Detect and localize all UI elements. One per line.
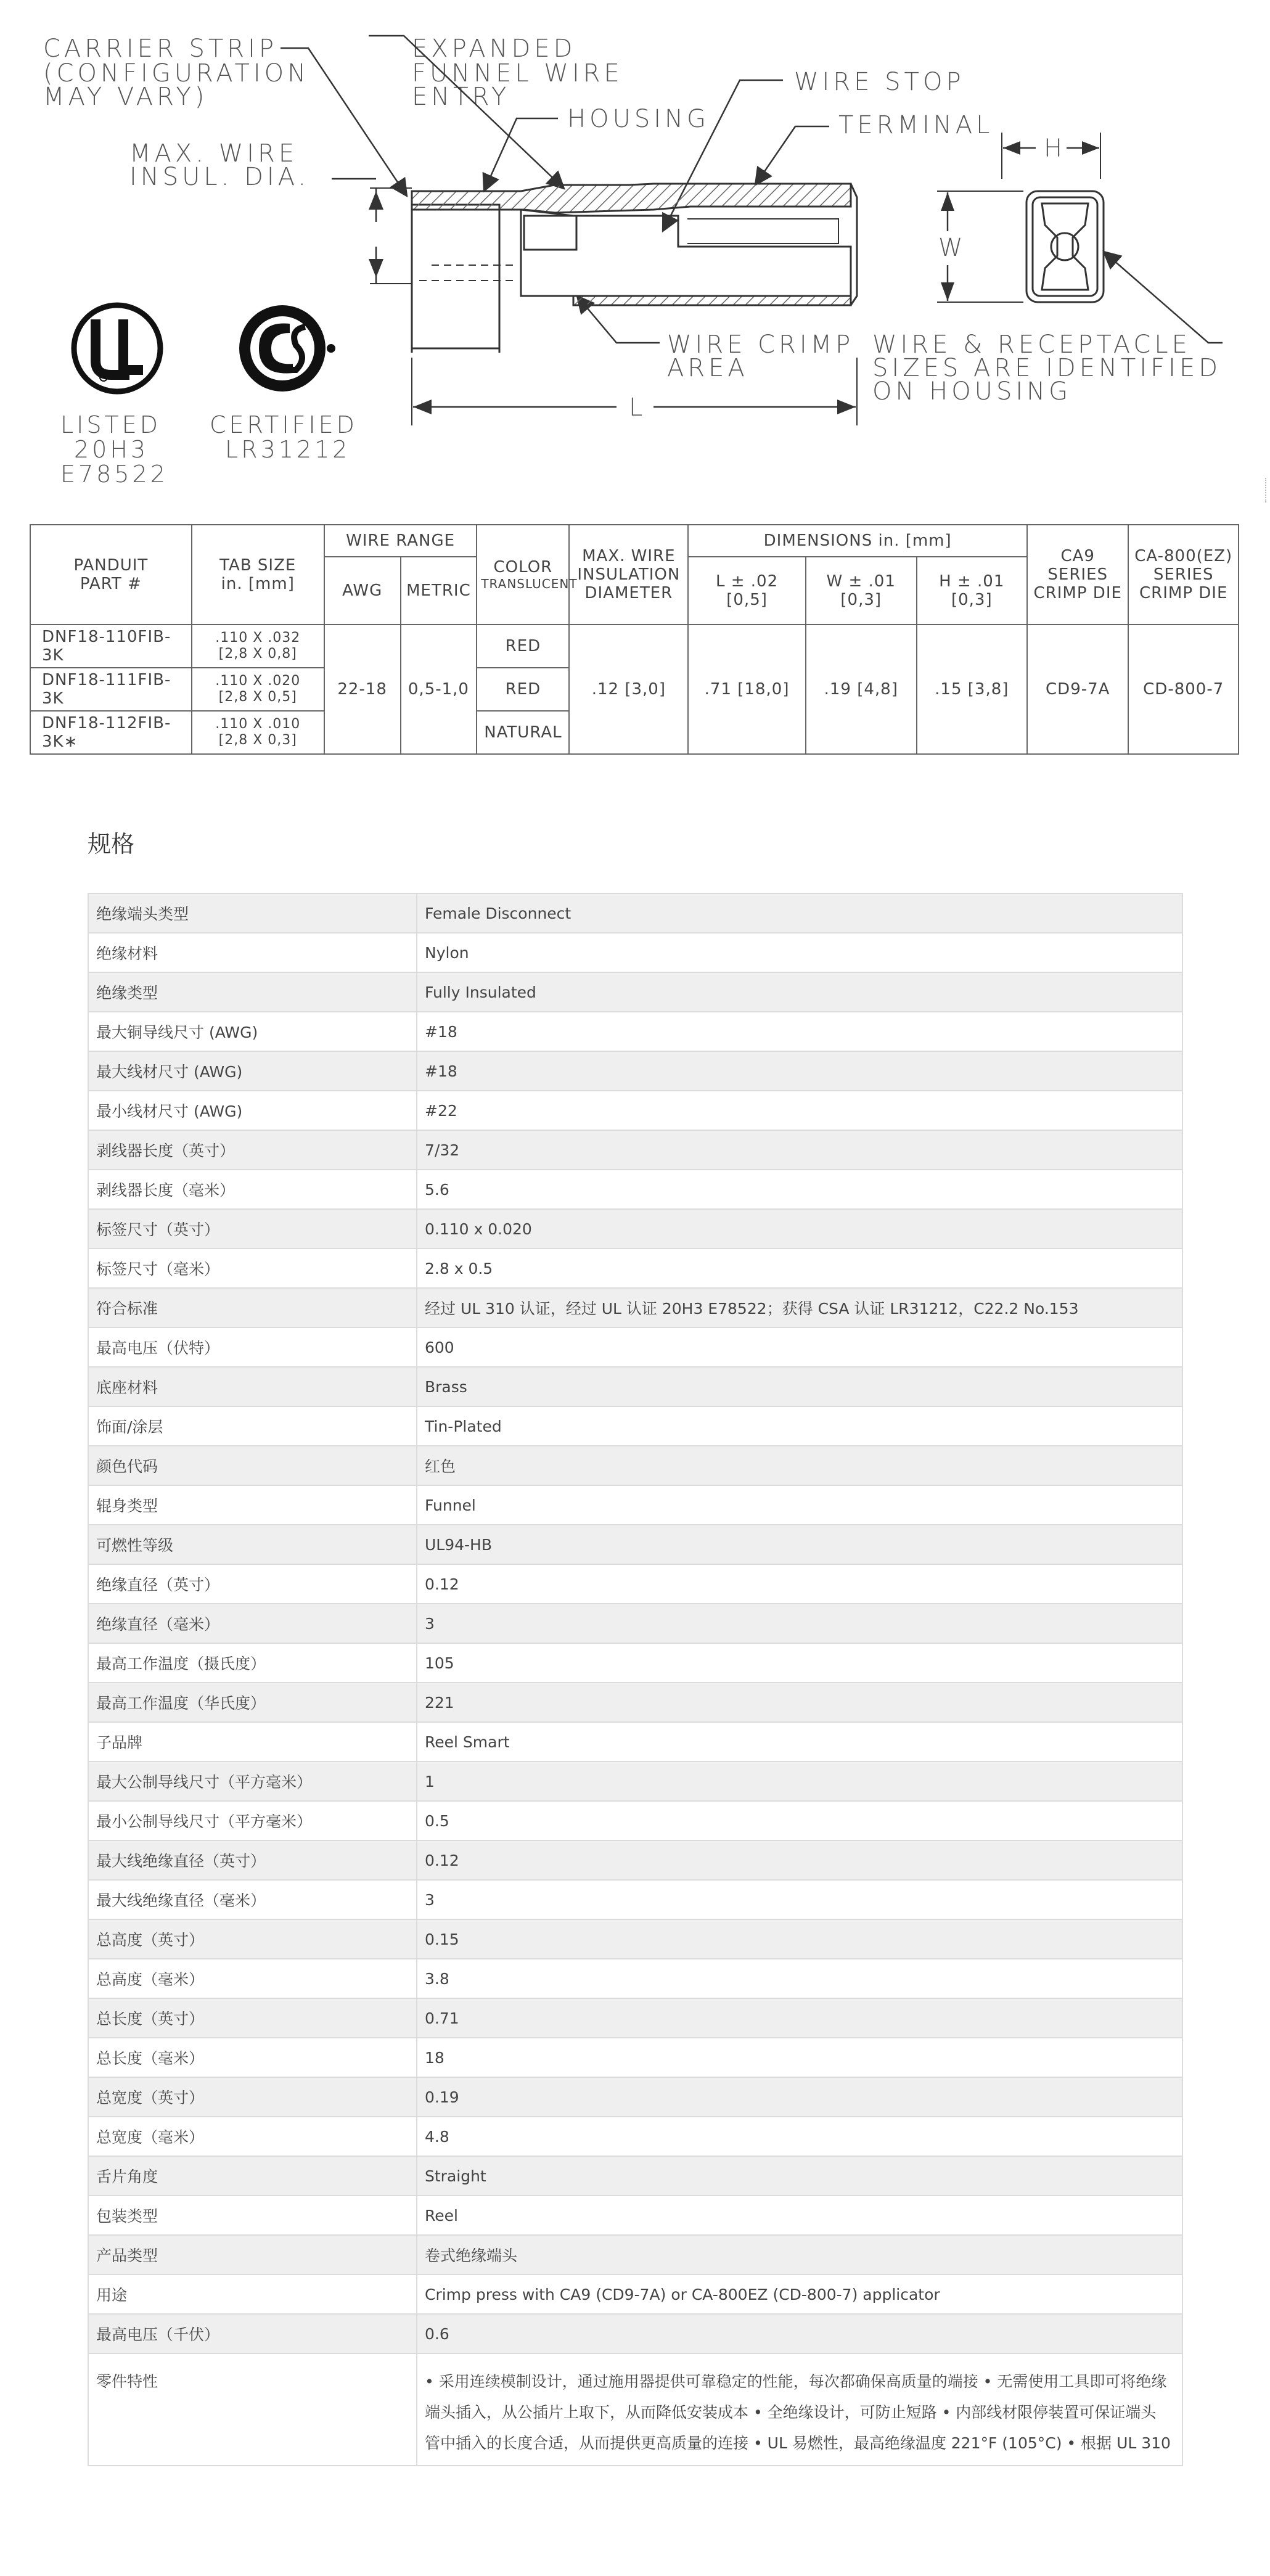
spec-value: 3 [417,1880,1182,1919]
spec-label: 辊身类型 [88,1485,417,1525]
svg-text:ON HOUSING: ON HOUSING [872,377,1072,406]
spec-value: Straight [417,2156,1182,2196]
spec-label: 可燃性等级 [88,1525,417,1564]
svg-text:(CONFIGURATION: (CONFIGURATION [43,59,310,88]
dimension-h [1002,133,1100,179]
spec-label: 绝缘直径（英寸） [88,1564,417,1604]
header-h-tolerance: H ± .01 [0,3] [917,557,1028,625]
svg-text:WIRE CRIMP: WIRE CRIMP [667,330,854,359]
part-number: DNF18-111FIB-3K [30,668,192,711]
callout-max-wire-insul [129,139,309,191]
callout-wire-stop: WIRE STOP [794,68,965,96]
spec-value: Crimp press with CA9 (CD9-7A) or CA-800EZ (CD-800-7) applicator [417,2275,1182,2314]
spec-row [88,1643,1182,1683]
spec-label: 颜色代码 [88,1446,417,1485]
spec-row [88,1919,1182,1959]
spec-label: 符合标准 [88,1288,417,1327]
spec-label: 最小公制导线尺寸（平方毫米） [88,1801,417,1840]
spec-value: Female Disconnect [417,893,1182,933]
specs-title: 规格 [88,831,135,858]
spec-value: #22 [417,1091,1182,1130]
ca800-die-value: CD-800-7 [1128,625,1239,754]
ca9-die-value: CD9-7A [1027,625,1128,754]
svg-text:MAX. WIRE: MAX. WIRE [129,139,298,168]
spec-label: 最小线材尺寸 (AWG) [88,1091,417,1130]
header-awg: AWG [324,557,401,625]
spec-label: 总宽度（英寸） [88,2077,417,2117]
terminal-end-view [1026,191,1104,302]
header-ca800: CA-800(EZ) SERIES CRIMP DIE [1128,525,1239,625]
spec-label: 最大公制导线尺寸（平方毫米） [88,1762,417,1801]
svg-text:LR31212: LR31212 [225,436,351,463]
spec-row [88,972,1182,1012]
features-line: 管中插入的长度合适，从而提供更高质量的连接 • UL 易燃性，最高绝缘温度 221°F (105°C) • 根据 UL 310 [425,2434,1171,2452]
spec-row [88,1722,1182,1762]
spec-label: 最高工作温度（华氏度） [88,1683,417,1722]
spec-row [88,1998,1182,2038]
ul-listed-mark [74,305,160,392]
spec-value: 红色 [417,1446,1182,1485]
spec-label: 总高度（英寸） [88,1919,417,1959]
spec-row [88,1091,1182,1130]
spec-value: 0.19 [417,2077,1182,2117]
header-metric: METRIC [401,557,477,625]
spec-row [88,2038,1182,2077]
h-value: .15 [3,8] [917,625,1028,754]
spec-row [88,2235,1182,2275]
spec-label: 总宽度（毫米） [88,2117,417,2156]
spec-value: 0.5 [417,1801,1182,1840]
dimensions-table [30,524,1239,755]
spec-row [88,2275,1182,2314]
svg-text:W: W [938,234,963,262]
spec-value: 0.12 [417,1564,1182,1604]
spec-value: 4.8 [417,2117,1182,2156]
svg-text:L: L [629,393,643,422]
csa-certified-mark [239,305,335,392]
tab-size: .110 X .010 [2,8 X 0,3] [192,711,324,754]
spec-label: 最大线绝缘直径（英寸） [88,1840,417,1880]
header-wire-range: WIRE RANGE [324,525,477,557]
spec-label: 绝缘直径（毫米） [88,1604,417,1643]
awg-value: 22-18 [324,625,401,754]
spec-row-features [88,2353,1182,2466]
spec-row [88,1959,1182,1998]
svg-text:ENTRY: ENTRY [412,83,510,111]
svg-text:AREA: AREA [667,354,748,382]
spec-row [88,1406,1182,1446]
spec-label: 最大铜导线尺寸 (AWG) [88,1012,417,1051]
spec-row [88,1801,1182,1840]
spec-value: #18 [417,1051,1182,1091]
spec-row [88,1051,1182,1091]
svg-text:CERTIFIED: CERTIFIED [210,411,358,438]
header-w-tolerance: W ± .01 [0,3] [806,557,917,625]
spec-row [88,1209,1182,1249]
spec-label: 标签尺寸（英寸） [88,1209,417,1249]
spec-row [88,1130,1182,1170]
features-line: • 采用连续模制设计，通过施用器提供可靠稳定的性能，每次都确保高质量的端接 • 无需使用工具即可将绝缘 [425,2373,1167,2390]
spec-value: 经过 UL 310 认证，经过 UL 认证 20H3 E78522；获得 CSA 认证 LR31212，C22.2 No.153 [417,1288,1182,1327]
svg-text:20H3: 20H3 [74,436,149,463]
spec-value: 5.6 [417,1170,1182,1209]
terminal-side-view [369,184,857,353]
specs-table [88,893,1183,2466]
spec-row [88,1840,1182,1880]
svg-text:FUNNEL WIRE: FUNNEL WIRE [412,59,623,88]
spec-row [88,1446,1182,1485]
callout-carrier-strip [43,35,309,111]
metric-value: 0,5-1,0 [401,625,477,754]
spec-value: 105 [417,1643,1182,1683]
spec-value: Fully Insulated [417,972,1182,1012]
spec-value: 7/32 [417,1130,1182,1170]
svg-text:WIRE & RECEPTACLE: WIRE & RECEPTACLE [872,330,1191,359]
w-value: .19 [4,8] [806,625,917,754]
spec-label: 包装类型 [88,2196,417,2235]
spec-row [88,1604,1182,1643]
spec-row [88,2117,1182,2156]
svg-text:E78522: E78522 [60,461,168,488]
spec-label: 标签尺寸（毫米） [88,1249,417,1288]
spec-value: 卷式绝缘端头 [417,2235,1182,2275]
spec-row [88,1367,1182,1406]
callout-terminal: TERMINAL [838,111,994,139]
spec-label: 最高电压（千伏） [88,2314,417,2353]
header-tab-size: TAB SIZE in. [mm] [192,525,324,625]
callout-wire-receptacle [872,330,1221,406]
spec-label: 底座材料 [88,1367,417,1406]
color-value: RED [477,625,569,668]
spec-value: 0.110 x 0.020 [417,1209,1182,1249]
spec-value: UL94-HB [417,1525,1182,1564]
spec-row [88,1525,1182,1564]
part-number: DNF18-112FIB-3K∗ [30,711,192,754]
spec-row [88,893,1182,933]
dimension-l [412,358,857,425]
spec-label: 绝缘材料 [88,933,417,972]
svg-text:MAY VARY): MAY VARY) [43,83,208,111]
header-color: COLOR TRANSLUCENT [477,525,569,625]
spec-row [88,1762,1182,1801]
l-value: .71 [18,0] [688,625,806,754]
spec-label: 舌片角度 [88,2156,417,2196]
dimension-w [937,191,1023,302]
spec-label: 饰面/涂层 [88,1406,417,1446]
svg-text:INSUL. DIA.: INSUL. DIA. [129,163,310,191]
spec-label: 总高度（毫米） [88,1959,417,1998]
csa-caption [210,411,358,463]
spec-label: 绝缘端头类型 [88,893,417,933]
svg-text:LISTED: LISTED [60,411,161,438]
spec-label: 剥线器长度（英寸） [88,1130,417,1170]
spec-features-text [417,2353,1182,2466]
spec-row [88,1249,1182,1288]
spec-value: 18 [417,2038,1182,2077]
spec-row [88,1327,1182,1367]
spec-label: 总长度（毫米） [88,2038,417,2077]
tab-size: .110 X .032 [2,8 X 0,8] [192,625,324,668]
spec-row [88,1485,1182,1525]
spec-row [88,2156,1182,2196]
spec-row [88,1564,1182,1604]
spec-label: 子品牌 [88,1722,417,1762]
spec-value: Funnel [417,1485,1182,1525]
header-dimensions: DIMENSIONS in. [mm] [688,525,1027,557]
svg-text:SIZES ARE IDENTIFIED: SIZES ARE IDENTIFIED [872,354,1222,382]
spec-row [88,1170,1182,1209]
spec-label: 产品类型 [88,2235,417,2275]
spec-label: 最大线材尺寸 (AWG) [88,1051,417,1091]
spec-value: Reel Smart [417,1722,1182,1762]
spec-label: 剥线器长度（毫米） [88,1170,417,1209]
side-marker [1265,478,1269,502]
spec-label: 零件特性 [88,2353,417,2466]
spec-row [88,1683,1182,1722]
spec-value: 0.15 [417,1919,1182,1959]
spec-value: 221 [417,1683,1182,1722]
spec-row [88,2077,1182,2117]
spec-label: 最高电压（伏特） [88,1327,417,1367]
spec-value: Tin-Plated [417,1406,1182,1446]
header-max-wire-insulation: MAX. WIRE INSULATION DIAMETER [569,525,688,625]
spec-value: 600 [417,1327,1182,1367]
svg-text:H: H [1044,134,1063,163]
ul-caption [60,411,168,488]
spec-value: #18 [417,1012,1182,1051]
color-value: NATURAL [477,711,569,754]
spec-value: 0.6 [417,2314,1182,2353]
spec-value: 0.12 [417,1840,1182,1880]
callout-housing: HOUSING [567,105,710,133]
spec-row [88,2314,1182,2353]
spec-label: 最高工作温度（摄氏度） [88,1643,417,1683]
spec-label: 总长度（英寸） [88,1998,417,2038]
tab-size: .110 X .020 [2,8 X 0,5] [192,668,324,711]
table-row [30,625,1239,668]
spec-label: 绝缘类型 [88,972,417,1012]
spec-row [88,1288,1182,1327]
spec-value: 3 [417,1604,1182,1643]
spec-row [88,2196,1182,2235]
part-number: DNF18-110FIB-3K [30,625,192,668]
svg-text:EXPANDED: EXPANDED [412,35,576,63]
spec-value: Nylon [417,933,1182,972]
spec-value: Brass [417,1367,1182,1406]
features-line: 端头插入，从公插片上取下，从而降低安装成本 • 全绝缘设计，可防止短路 • 内部线材限停装置可保证端头 [425,2403,1157,2421]
max-insulation-value: .12 [3,0] [569,625,688,754]
spec-value: Reel [417,2196,1182,2235]
spec-row [88,1012,1182,1051]
spec-value: 3.8 [417,1959,1182,1998]
callout-wire-crimp-area [667,330,854,382]
spec-value: 1 [417,1762,1182,1801]
spec-row [88,933,1182,972]
color-value: RED [477,668,569,711]
header-l-tolerance: L ± .02 [0,5] [688,557,806,625]
technical-drawing [0,0,1270,512]
spec-label: 用途 [88,2275,417,2314]
header-panduit-part: PANDUIT PART # [30,525,192,625]
header-ca9: CA9 SERIES CRIMP DIE [1027,525,1128,625]
svg-text:CARRIER STRIP: CARRIER STRIP [43,35,277,63]
spec-label: 最大线绝缘直径（毫米） [88,1880,417,1919]
spec-value: 2.8 x 0.5 [417,1249,1182,1288]
spec-value: 0.71 [417,1998,1182,2038]
spec-row [88,1880,1182,1919]
